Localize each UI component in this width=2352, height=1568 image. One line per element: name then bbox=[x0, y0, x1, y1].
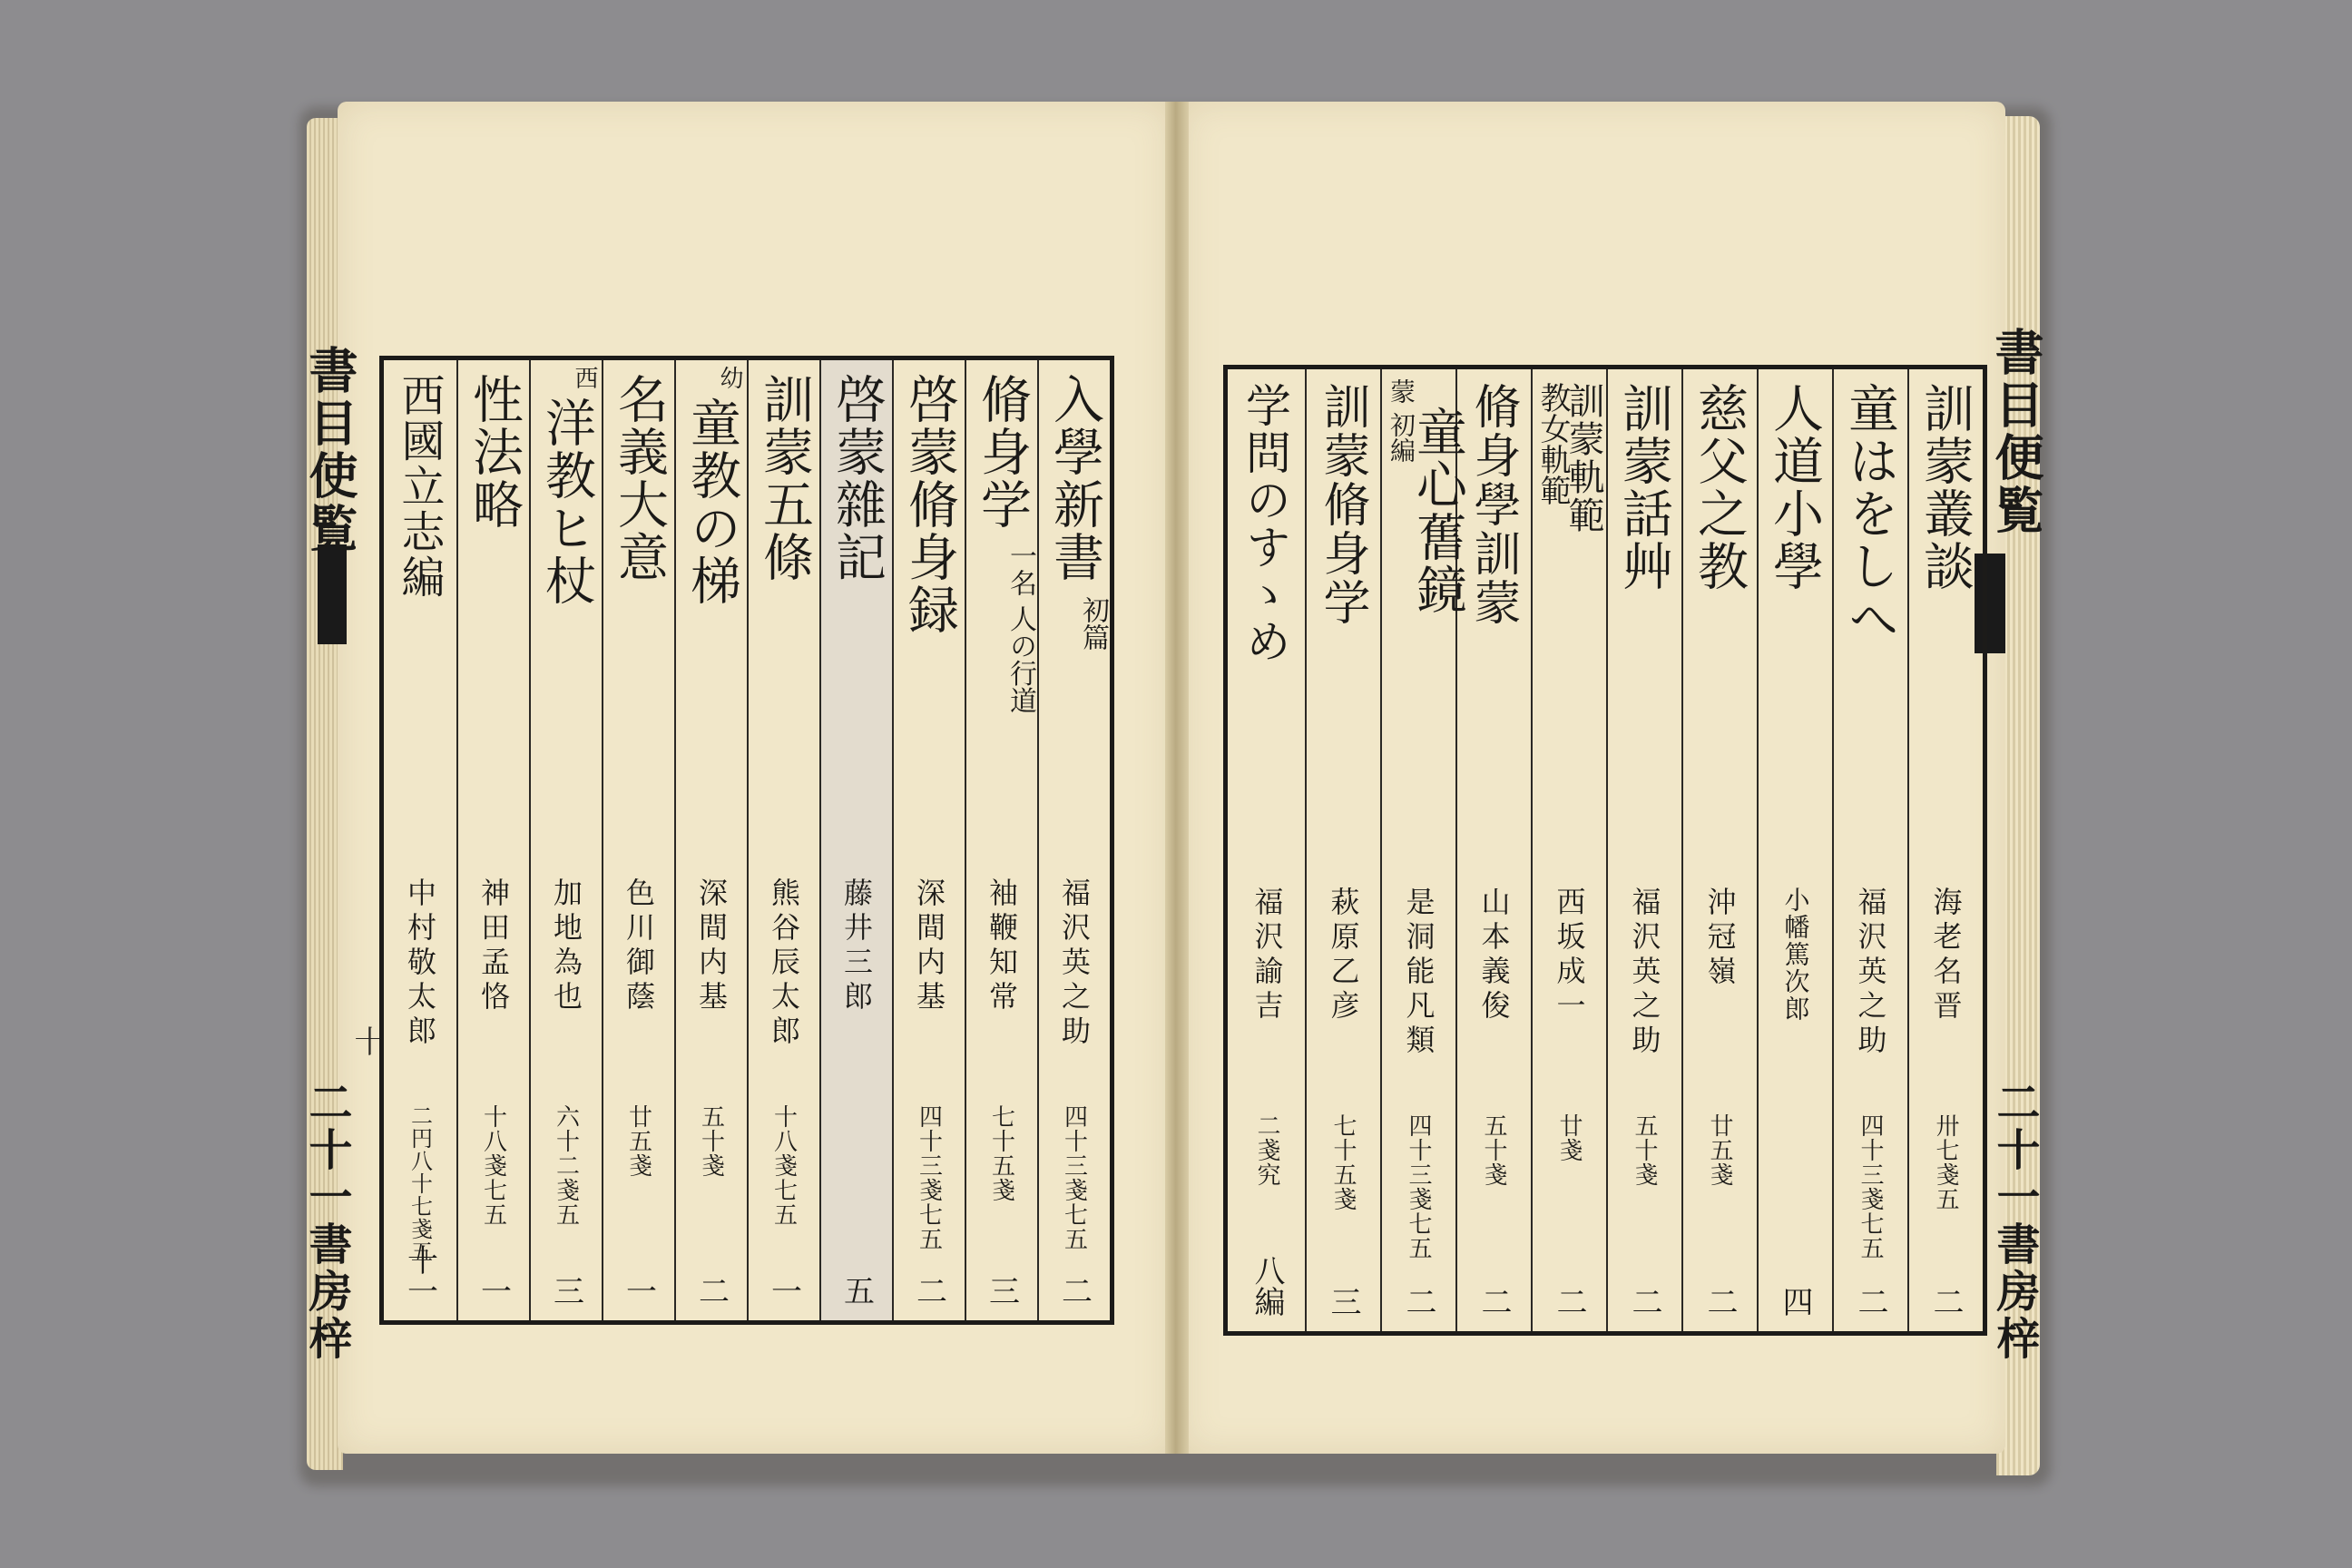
book-price: 四十三戔七五 bbox=[915, 1104, 943, 1251]
book-title: 名義大意 bbox=[610, 373, 669, 583]
book-price: 四十三戔七五 bbox=[1405, 1113, 1432, 1260]
list-item bbox=[747, 360, 819, 1320]
book-volumes: 三 bbox=[547, 1275, 584, 1306]
book-volumes: 二 bbox=[1701, 1286, 1738, 1317]
book-volumes: 三 bbox=[1325, 1286, 1361, 1317]
list-item bbox=[1681, 369, 1757, 1331]
book-author: 加地為也 bbox=[549, 877, 583, 1015]
book-volumes: 一 bbox=[765, 1275, 802, 1306]
book-title: 訓蒙話艸 bbox=[1614, 382, 1673, 593]
book-title: 訓蒙軌範 bbox=[1563, 382, 1604, 534]
book-volumes: 二 bbox=[910, 1275, 947, 1306]
book-title: 慈父之教 bbox=[1690, 382, 1749, 593]
book-author: 西坂成一 bbox=[1552, 887, 1587, 1024]
book-volumes: 八編 bbox=[1249, 1255, 1285, 1317]
list-item bbox=[965, 360, 1037, 1320]
book-title: 西國立志編 bbox=[394, 373, 445, 600]
book-author: 福沢英之助 bbox=[1057, 877, 1092, 1050]
book-price: 二円八十七戔五 bbox=[407, 1104, 433, 1263]
book-price: 十八戔七五 bbox=[769, 1104, 798, 1227]
book-volumes: 十一 bbox=[401, 1244, 438, 1306]
book-author: 海老名晋 bbox=[1928, 887, 1964, 1024]
list-item bbox=[529, 360, 602, 1320]
list-item bbox=[1907, 369, 1983, 1331]
book-volumes: 二 bbox=[1852, 1286, 1888, 1317]
book-volumes: 一 bbox=[620, 1275, 657, 1306]
book-title: 童心𦾔鏡 bbox=[1408, 406, 1467, 616]
book-volumes: 五 bbox=[838, 1275, 875, 1306]
book-volumes: 二 bbox=[1626, 1286, 1662, 1317]
right-edge-footer: 二十一書房梓 bbox=[1989, 1080, 2040, 1363]
list-item bbox=[602, 360, 674, 1320]
book-title: 啓蒙脩身録 bbox=[900, 373, 959, 636]
book-author: 熊谷辰太郎 bbox=[767, 877, 801, 1050]
book-author: 中村敬太郎 bbox=[403, 877, 437, 1050]
list-item bbox=[1531, 369, 1606, 1331]
book-gutter bbox=[1165, 102, 1189, 1454]
book-author: 小幡篤次郎 bbox=[1780, 887, 1811, 1023]
book-title: 脩身學訓蒙 bbox=[1465, 382, 1520, 627]
book-price: 六十二戔五 bbox=[552, 1104, 580, 1227]
book-title: 訓蒙脩身学 bbox=[1315, 382, 1369, 627]
list-item bbox=[1230, 369, 1305, 1331]
book-author: 色川御蔭 bbox=[622, 877, 656, 1015]
book-author: 是洞能凡類 bbox=[1401, 887, 1436, 1059]
book-author: 藤井三郎 bbox=[839, 877, 874, 1015]
book-price: 四十三戔七五 bbox=[1060, 1104, 1088, 1251]
book-price: 廿五戔 bbox=[1706, 1113, 1733, 1187]
book-author: 萩原乙彦 bbox=[1326, 887, 1361, 1024]
book-price: 廿戔 bbox=[1555, 1113, 1583, 1162]
list-item bbox=[456, 360, 529, 1320]
list-item bbox=[819, 360, 892, 1320]
book-author: 福沢英之助 bbox=[1627, 887, 1662, 1059]
right-book-list-table bbox=[1223, 365, 1987, 1336]
book-price: 五十戔 bbox=[1631, 1113, 1658, 1187]
book-volumes: 一 bbox=[475, 1275, 512, 1306]
book-note: 西 bbox=[571, 366, 598, 389]
book-author: 袖鞭知常 bbox=[985, 877, 1019, 1015]
left-edge-footer: 二十一書房梓 bbox=[301, 1080, 352, 1363]
right-edge-header: 書目便覧 bbox=[1987, 327, 2045, 537]
book-title: 童はをしへ bbox=[1840, 382, 1899, 645]
left-page-number: 十 bbox=[348, 1025, 385, 1056]
list-item bbox=[892, 360, 965, 1320]
list-item bbox=[1380, 369, 1467, 1331]
book-price: 五十戔 bbox=[1480, 1113, 1507, 1187]
book-price: 廿五戔 bbox=[624, 1104, 652, 1178]
left-edge-header: 書目使覧 bbox=[301, 345, 359, 555]
book-note: 初篇 bbox=[1077, 596, 1109, 651]
book-price: 四十三戔七五 bbox=[1857, 1113, 1884, 1260]
book-author: 山本義俊 bbox=[1476, 887, 1512, 1024]
book-price: 七十五戔 bbox=[987, 1104, 1015, 1202]
book-note: 教女軌範 bbox=[1534, 382, 1571, 505]
book-volumes: 二 bbox=[1055, 1275, 1093, 1306]
book-author: 深間内基 bbox=[912, 877, 946, 1015]
book-author: 福沢諭吉 bbox=[1250, 887, 1285, 1024]
book-title: 性法略 bbox=[465, 373, 524, 531]
book-volumes: 二 bbox=[1475, 1286, 1512, 1317]
book-author: 沖冠嶺 bbox=[1702, 887, 1738, 990]
book-title: 人道小學 bbox=[1765, 382, 1824, 593]
book-note: 一名 人の行道 bbox=[1004, 542, 1036, 714]
left-edge-black-mark bbox=[318, 544, 347, 644]
book-title: 洋教ヒ杖 bbox=[537, 397, 596, 607]
book-volumes: 四 bbox=[1777, 1286, 1813, 1317]
book-volumes: 三 bbox=[983, 1275, 1020, 1306]
book-volumes: 二 bbox=[692, 1275, 730, 1306]
list-item bbox=[1832, 369, 1907, 1331]
book-note: 幼 bbox=[716, 366, 743, 389]
list-item bbox=[1037, 360, 1110, 1320]
book-price: 十八戔七五 bbox=[479, 1104, 507, 1227]
book-price: 二戔究 bbox=[1253, 1113, 1280, 1187]
book-title: 脩身学 bbox=[973, 373, 1032, 531]
book-price: 卅七戔五 bbox=[1932, 1113, 1959, 1211]
book-title: 学問のすゝめ bbox=[1239, 382, 1291, 665]
book-volumes: 二 bbox=[1927, 1286, 1964, 1317]
book-author: 神田孟恪 bbox=[476, 877, 511, 1015]
book-price: 五十戔 bbox=[697, 1104, 725, 1178]
list-item bbox=[1606, 369, 1681, 1331]
book-title: 訓蒙五條 bbox=[755, 373, 814, 583]
left-book-list-table bbox=[379, 356, 1114, 1325]
book-title: 訓蒙叢談 bbox=[1916, 382, 1975, 593]
book-note: 蒙 初編 bbox=[1387, 378, 1416, 463]
book-title: 入學新書 bbox=[1045, 373, 1104, 583]
book-title: 啓蒙雜記 bbox=[828, 373, 887, 583]
book-price: 七十五戔 bbox=[1329, 1113, 1357, 1211]
book-author: 深間内基 bbox=[694, 877, 729, 1015]
list-item bbox=[674, 360, 747, 1320]
book-author: 福沢英之助 bbox=[1853, 887, 1888, 1059]
book-volumes: 二 bbox=[1551, 1286, 1587, 1317]
list-item bbox=[1757, 369, 1832, 1331]
list-item bbox=[1305, 369, 1380, 1331]
book-volumes: 二 bbox=[1400, 1286, 1436, 1317]
list-item bbox=[384, 360, 456, 1320]
book-title: 童教の梯 bbox=[682, 397, 741, 607]
